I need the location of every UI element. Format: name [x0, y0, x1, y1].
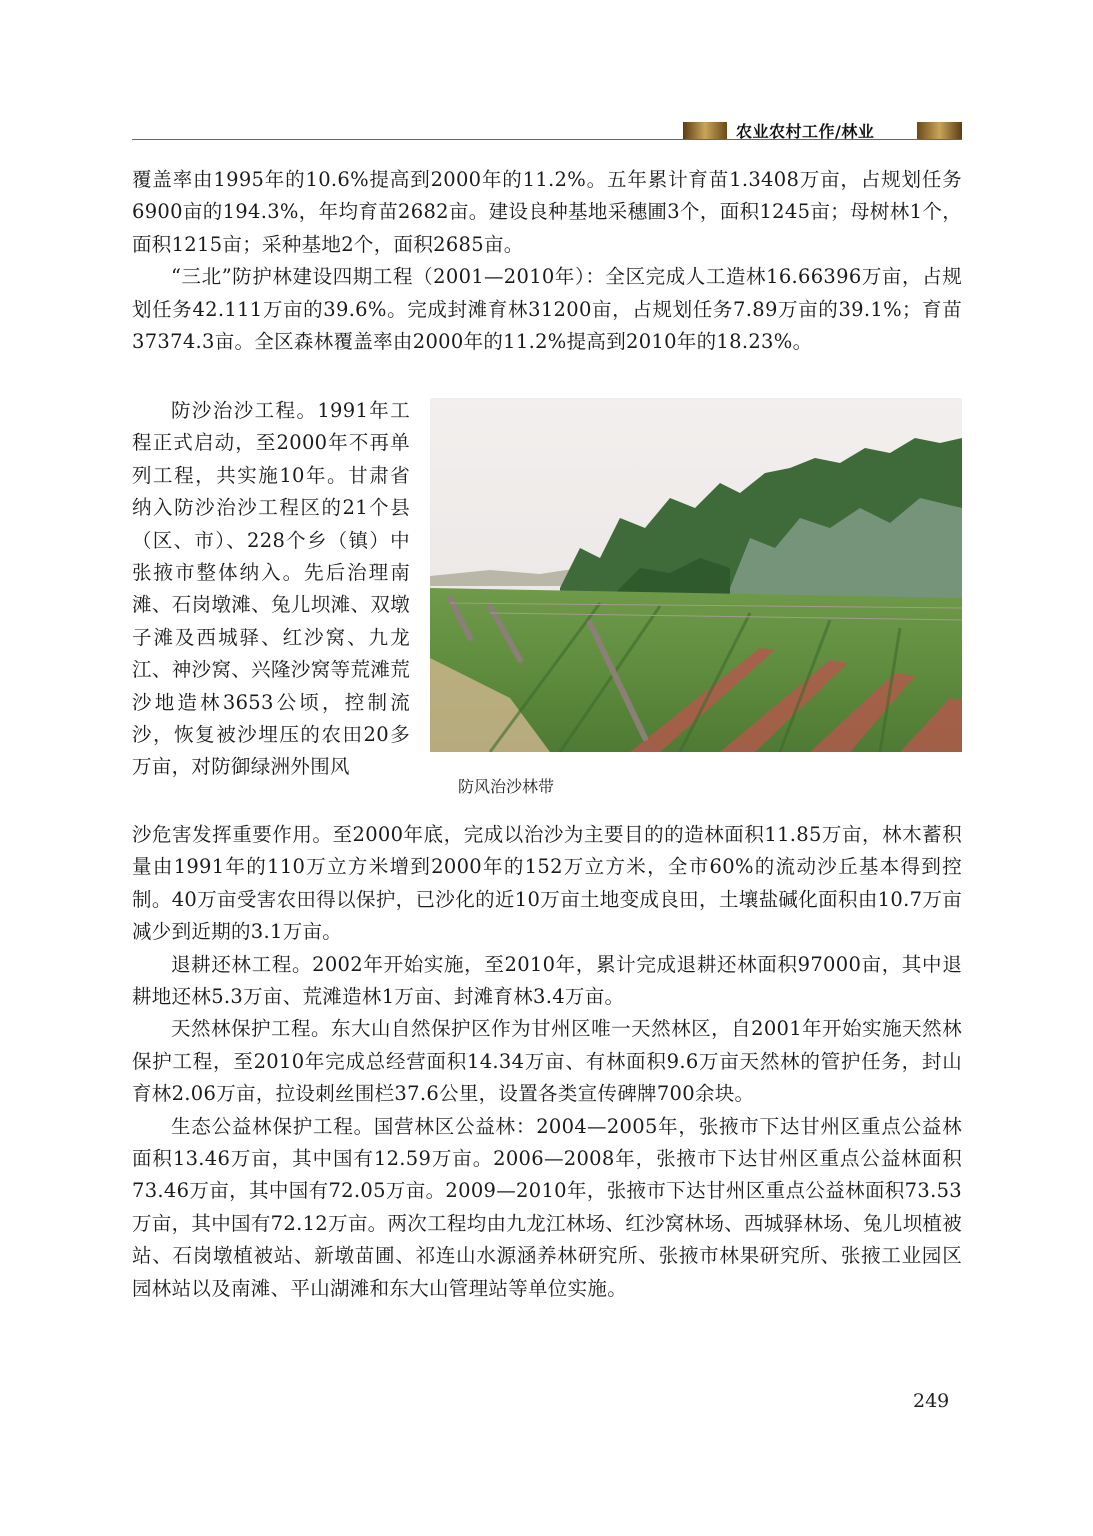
paragraph: “三北”防护林建设四期工程（2001—2010年）：全区完成人工造林16.66396万亩，占规划任务42.111万亩的39.6%。完成封滩育林31200亩，占规划任务7.89万亩的39.1%；育苗37374.3亩。全区森林覆盖率由2000年的11.2%提高到2010年的18.23%。 — [132, 265, 962, 354]
header-decor-bar-left — [683, 122, 727, 139]
paragraph-sand-control: 防沙治沙工程。1991年工程正式启动，至2000年不再单列工程，共实施10年。甘肃省纳入防沙治沙工程区的21个县（区、市）、228个乡（镇）中张掖市整体纳入。先后治理南滩、石岗墩滩、兔儿坝滩、双墩子滩及西城驿、红沙窝、九龙江、神沙窝、兴隆沙窝等荒滩荒沙地造林3653公顷，控制流沙，恢复被沙埋压的农田20多万亩，对防御绿洲外围风 — [132, 399, 410, 779]
windbreak-forest-photo — [430, 398, 962, 752]
page-number: 249 — [913, 1390, 950, 1412]
photo-caption: 防风治沙林带 — [458, 777, 555, 796]
paragraph: 生态公益林保护工程。国营林区公益林：2004—2005年，张掖市下达甘州区重点公益林面积13.46万亩，其中国有12.59万亩。2006—2008年，张掖市下达甘州区重点公益林面积73.46万亩，其中国有72.05万亩。2009—2010年，张掖市下达甘州区重点公益林面积73.53万亩，其中国有72.12万亩。两次工程均由九龙江林场、红沙窝林场、西城驿林场、兔儿坝植被站、石岗墩植被站、新墩苗圃、祁连山水源涵养林研究所、张掖市林果研究所、张掖工业园区园林站以及南滩、平山湖滩和东大山管理站等单位实施。 — [132, 1114, 962, 1300]
section-title: 农业农村工作/林业 — [736, 122, 875, 141]
paragraph: 覆盖率由1995年的10.6%提高到2000年的11.2%。五年累计育苗1.3408万亩，占规划任务6900亩的194.3%，年均育苗2682亩。建设良种基地采穗圃3个，面积1245亩；母树林1个，面积1215亩；采种基地2个，面积2685亩。 — [132, 168, 962, 256]
paragraph: 退耕还林工程。2002年开始实施，至2010年，累计完成退耕还林面积97000亩，其中退耕地还林5.3万亩、荒滩造林1万亩、封滩育林3.4万亩。 — [132, 952, 962, 1009]
body-text-wrap — [132, 395, 410, 784]
body-text-top — [132, 164, 962, 358]
header-decor-bar-right — [917, 122, 962, 139]
paragraph: 天然林保护工程。东大山自然保护区作为甘州区唯一天然林区，自2001年开始实施天然林保护工程，至2010年完成总经营面积14.34万亩、有林面积9.6万亩天然林的管护任务，封山育林2.06万亩，拉设刺丝围栏37.6公里，设置各类宣传碑牌700余块。 — [132, 1017, 962, 1106]
paragraph: 沙危害发挥重要作用。至2000年底，完成以治沙为主要目的的造林面积11.85万亩，林木蓄积量由1991年的110万立方米增到2000年的152万立方米，全市60%的流动沙丘基本得到控制。40万亩受害农田得以保护，已沙化的近10万亩土地变成良田，土壤盐碱化面积由10.7万亩减少到近期的3.1万亩。 — [132, 823, 962, 944]
body-text-bottom — [132, 819, 962, 1305]
